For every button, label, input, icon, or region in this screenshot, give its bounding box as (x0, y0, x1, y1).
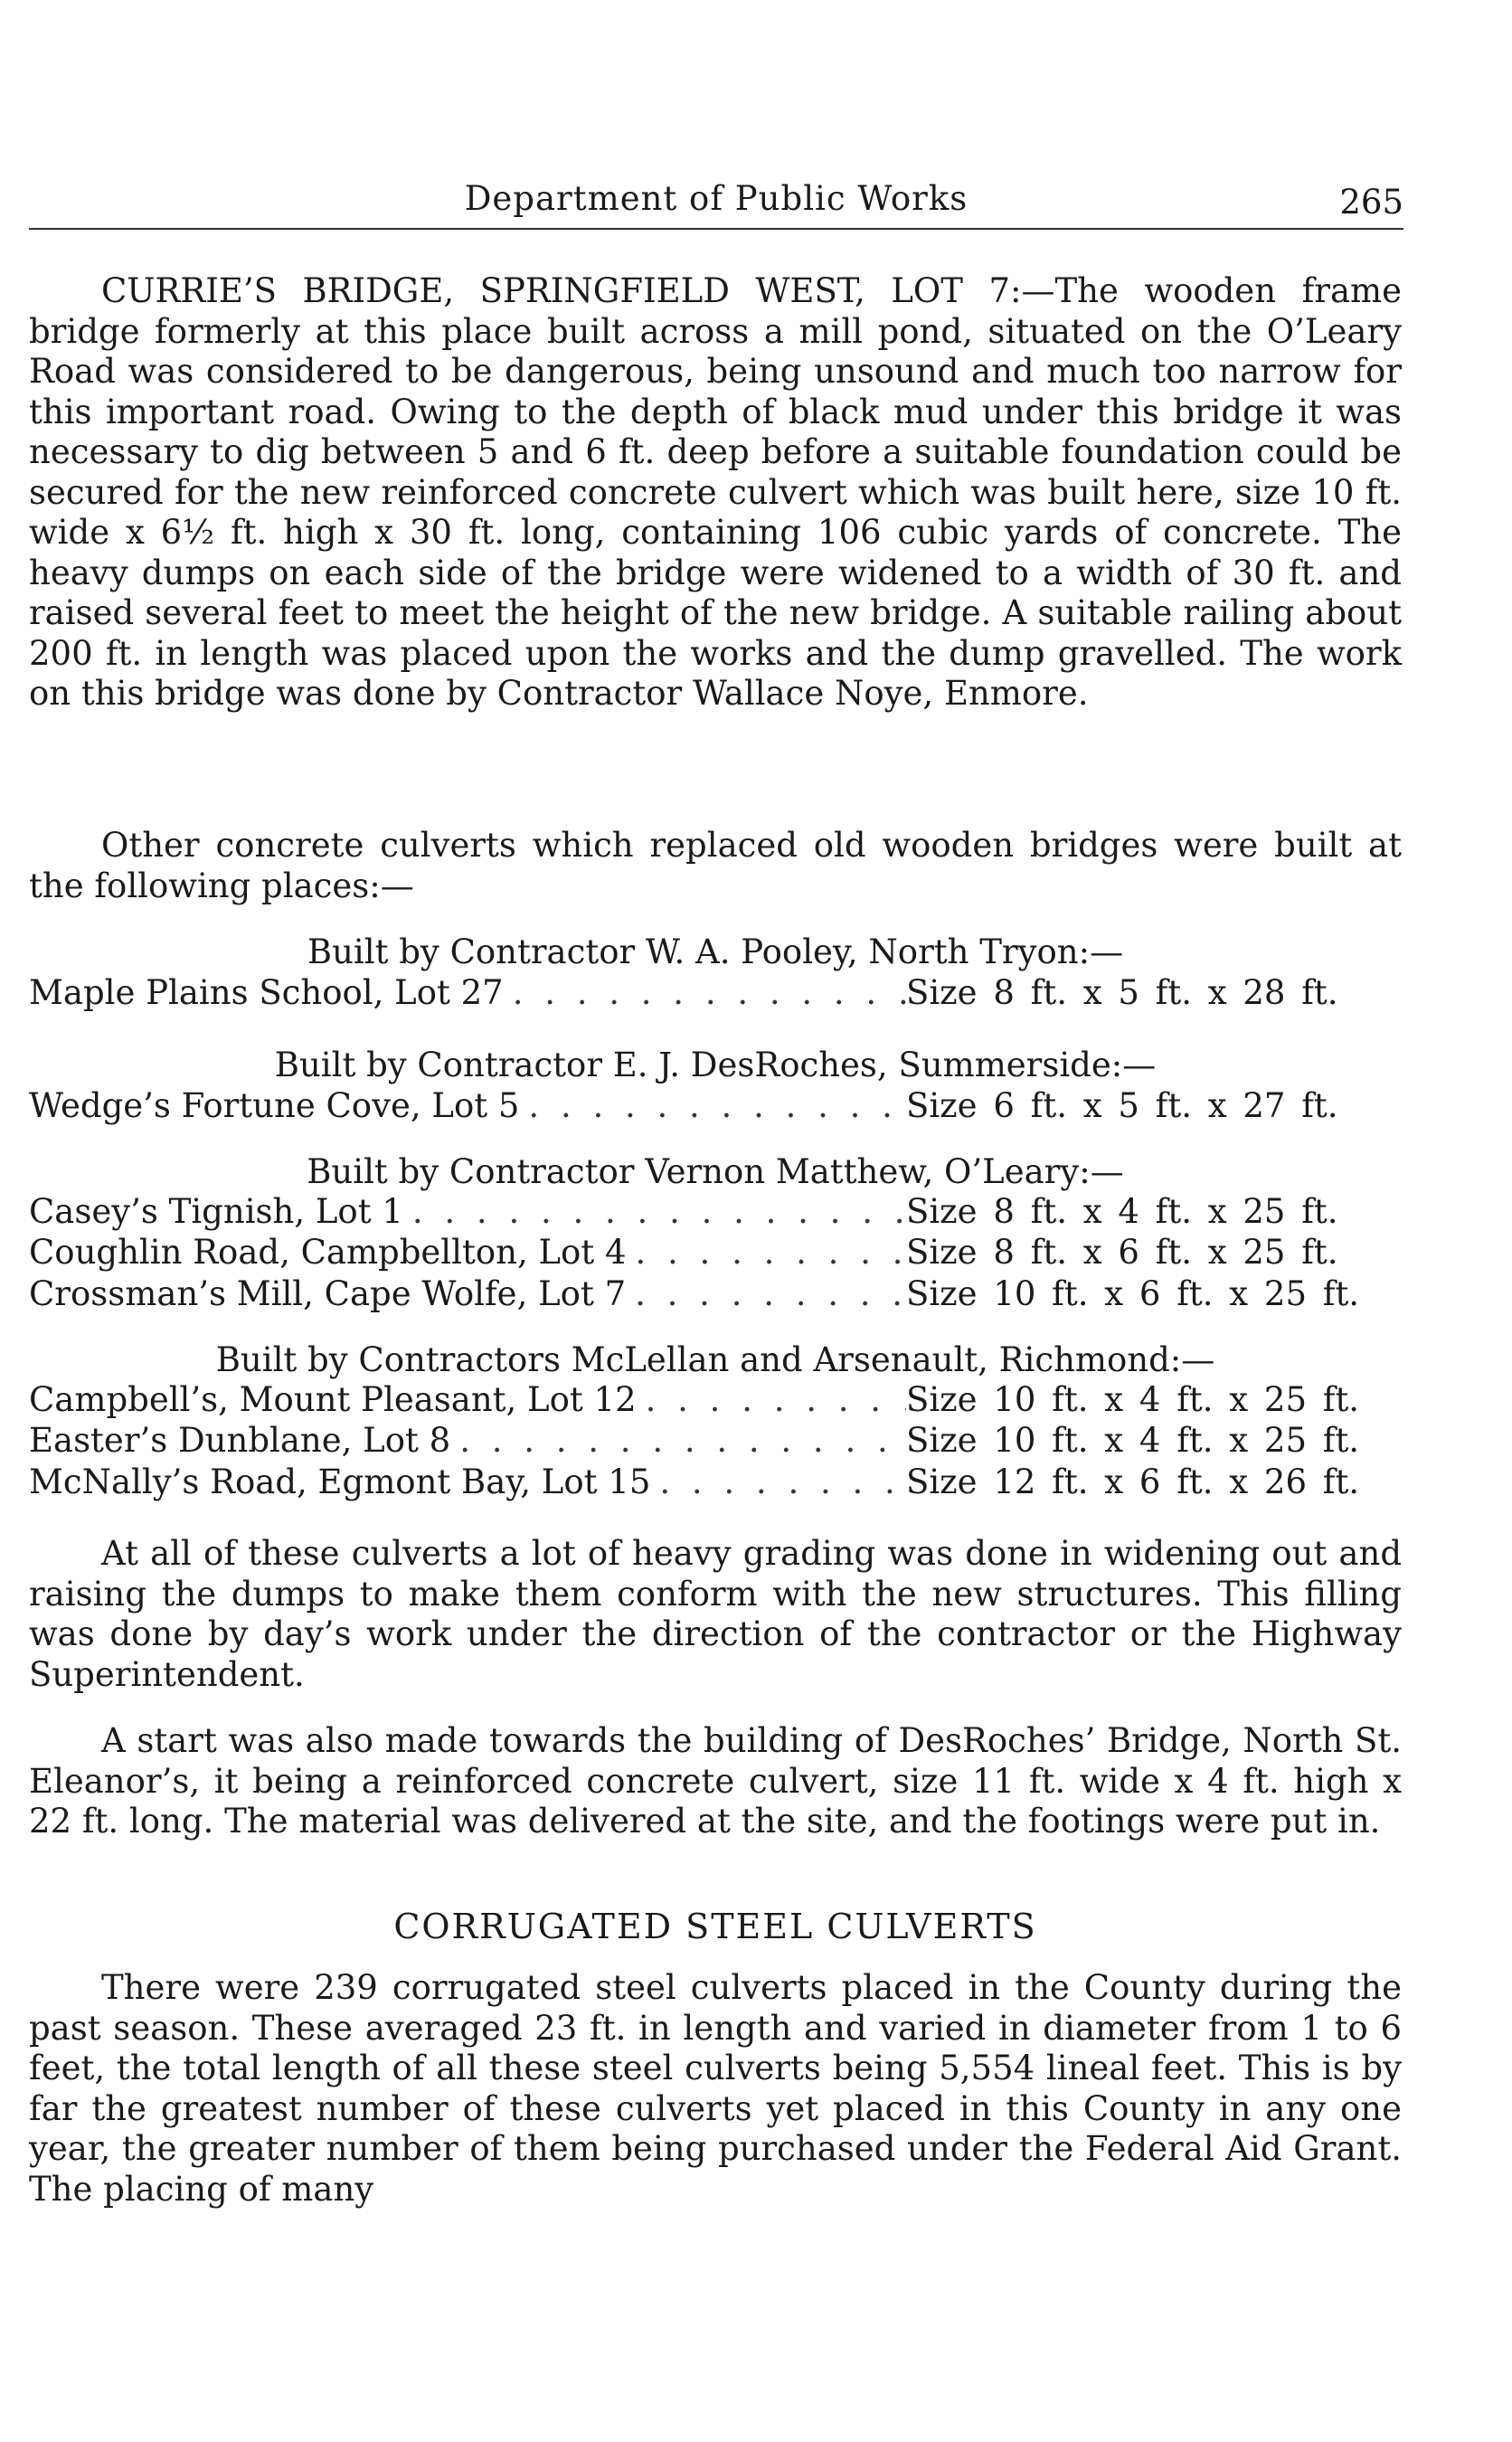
culvert-location: Campbell’s, Mount Pleasant, Lot 12 (29, 1380, 637, 1419)
section-title: CORRUGATED STEEL CULVERTS (393, 1907, 1037, 1946)
culvert-row (29, 1380, 1402, 1420)
culvert-location: Wedge’s Fortune Cove, Lot 5 (29, 1086, 520, 1125)
culvert-size: Size 12 ft. x 6 ft. x 26 ft. (906, 1462, 1360, 1501)
culvert-row (29, 1462, 1402, 1502)
culvert-size: Size 8 ft. x 6 ft. x 25 ft. (906, 1233, 1338, 1272)
culvert-size: Size 10 ft. x 4 ft. x 25 ft. (906, 1380, 1360, 1419)
leader-dots (637, 1380, 906, 1420)
culvert-location: Maple Plains School, Lot 27 (29, 973, 504, 1012)
culvert-size: Size 10 ft. x 4 ft. x 25 ft. (906, 1421, 1360, 1460)
running-title: Department of Public Works (464, 179, 969, 218)
culvert-row (29, 1274, 1402, 1314)
page-header (29, 179, 1403, 233)
leader-dots (450, 1421, 906, 1461)
culvert-size: Size 10 ft. x 6 ft. x 25 ft. (906, 1274, 1360, 1313)
culvert-location: Casey’s Tignish, Lot 1 (29, 1192, 403, 1231)
culvert-size: Size 8 ft. x 4 ft. x 25 ft. (906, 1192, 1338, 1231)
paragraph-desroches-bridge: A start was also made towards the building of DesRoches’ Bridge, North St. Eleanor’s, it being a reinforced concrete culvert, size 11 ft. wide x 4 ft. high x 22 ft. long. The material was delivered at the site, and the footings were put in. (29, 1721, 1402, 1841)
culvert-location: Coughlin Road, Campbellton, Lot 4 (29, 1233, 627, 1272)
contractor-heading: Built by Contractors McLellan and Arsenault, Richmond:— (215, 1340, 1215, 1379)
culvert-location: McNally’s Road, Egmont Bay, Lot 15 (29, 1462, 651, 1501)
contractor-heading: Built by Contractor Vernon Matthew, O’Leary:— (307, 1152, 1124, 1191)
culvert-row (29, 1192, 1402, 1232)
leader-dots (626, 1274, 906, 1314)
paragraph-other-culverts: Other concrete culverts which replaced old wooden bridges were built at the following places:— (29, 826, 1402, 905)
culvert-row (29, 1086, 1402, 1126)
culvert-location: Crossman’s Mill, Cape Wolfe, Lot 7 (29, 1274, 627, 1313)
paragraph-curries-bridge: CURRIE’S BRIDGE, SPRINGFIELD WEST, LOT 7:—The wooden frame bridge formerly at this place built across a mill pond, situated on the O’Leary Road was considered to be dangerous, being unsound and much too narrow for this important road. Owing to the depth of black mud under this bridge it was necessary to dig between 5 and 6 ft. deep before a suitable foundation could be secured for the new reinforced concrete culvert which was built here, size 10 ft. wide x 6½ ft. high x 30 ft. long, containing 106 cubic yards of concrete. The heavy dumps on each side of the bridge were widened to a width of 30 ft. and raised several feet to meet the height of the new bridge. A suitable railing about 200 ft. in length was placed upon the works and the dump gravelled. The work on this bridge was done by Contractor Wallace Noye, Enmore. (29, 271, 1402, 713)
leader-dots (519, 1086, 906, 1126)
culvert-size: Size 6 ft. x 5 ft. x 27 ft. (906, 1086, 1338, 1125)
culvert-location: Easter’s Dunblane, Lot 8 (29, 1421, 451, 1460)
leader-dots (504, 973, 906, 1013)
paragraph-grading: At all of these culverts a lot of heavy grading was done in widening out and raising the dumps to make them conform with the new structures. This filling was done by day’s work under the direction of the contractor or the Highway Superintendent. (29, 1534, 1402, 1694)
contractor-heading: Built by Contractor W. A. Pooley, North Tryon:— (307, 932, 1124, 971)
contractor-heading: Built by Contractor E. J. DesRoches, Summerside:— (274, 1046, 1157, 1084)
page-number: 265 (1339, 183, 1403, 222)
leader-dots (650, 1462, 906, 1502)
leader-dots (403, 1192, 906, 1232)
culvert-row (29, 1233, 1402, 1273)
culvert-row (29, 973, 1402, 1013)
culvert-size: Size 8 ft. x 5 ft. x 28 ft. (906, 973, 1338, 1012)
leader-dots (627, 1233, 907, 1273)
header-rule (29, 228, 1403, 230)
culvert-row (29, 1421, 1402, 1461)
paragraph-steel-culverts: There were 239 corrugated steel culverts placed in the County during the past season. These averaged 23 ft. in length and varied in diameter from 1 to 6 feet, the total length of all these steel culverts being 5,554 lineal feet. This is by far the greatest number of these culverts yet placed in this County in any one year, the greater number of them being purchased under the Federal Aid Grant. The placing of many (29, 1968, 1402, 2209)
